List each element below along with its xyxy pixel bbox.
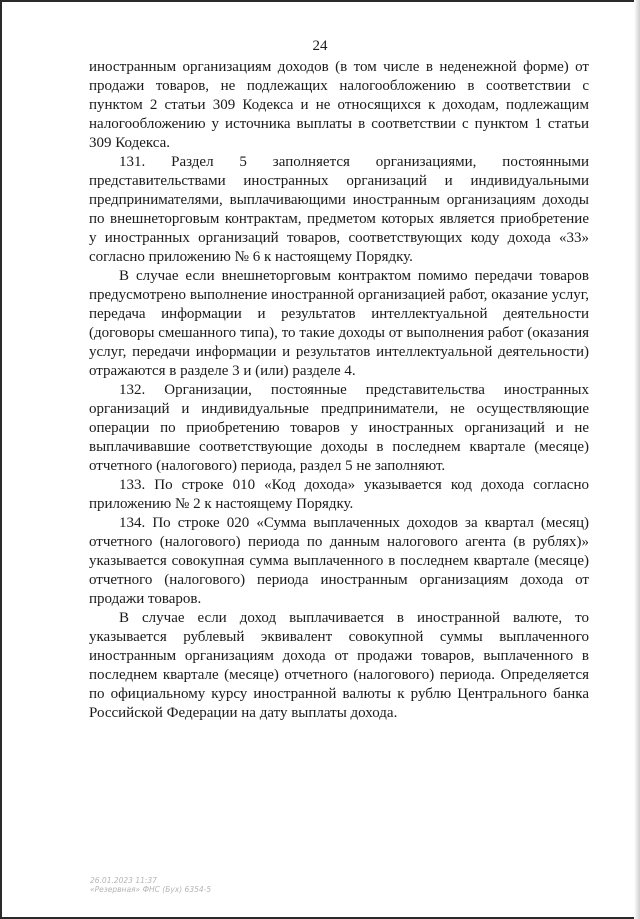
paragraph-131: 131. Раздел 5 заполняется организациями, постоянными представительствами иностранных организаций и индивидуальными предпринимателями, выплачивающими иностранным организациям доходы по внешнеторговым контрактам, предметом которых является приобретение у иностранных организаций товаров, соответствующих коду дохода «33» согласно приложению № 6 к настоящему Порядку. xyxy=(89,154,589,265)
footer-stamp-date: 26.01.2023 11:37 xyxy=(90,876,157,885)
document-body xyxy=(89,58,589,723)
paragraph-continuation: иностранным организациям доходов (в том числе в неденежной форме) от продажи товаров, не подлежащих налогообложению в соответствии с пунктом 2 статьи 309 Кодекса и не относящихся к доходам, подлежащим налогообложению у источника выплаты в соответствии с пунктом 1 статьи 309 Кодекса. xyxy=(89,59,589,151)
paragraph-134: 134. По строке 020 «Сумма выплаченных доходов за квартал (месяц) отчетного (налогового) периода по данным налогового агента (в рублях)» указывается совокупная сумма выплаченного в последнем квартале (месяце) отчетного (налогового) периода иностранным организациям дохода от продажи товаров. xyxy=(89,515,589,607)
paragraph-131-mixed-contracts: В случае если внешнеторговым контрактом помимо передачи товаров предусмотрено выполнение иностранной организацией работ, оказание услуг, передача информации и результатов интеллектуальной деятельности (договоры смешанного типа), то такие доходы от выполнения работ (оказания услуг, передачи информации и результатов интеллектуальной деятельности) отражаются в разделе 3 и (или) разделе 4. xyxy=(89,268,589,379)
footer-stamp-registry: «Резервная» ФНС (Бух) 6354-5 xyxy=(90,885,212,894)
paragraph-132: 132. Организации, постоянные представительства иностранных организаций и индивидуальные предприниматели, не осуществляющие операции по приобретению товаров у иностранных организаций и не выплачивавшие соответствующие доходы в последнем квартале (месяце) отчетного (налогового) периода, раздел 5 не заполняют. xyxy=(89,382,589,474)
paragraph-134-foreign-currency: В случае если доход выплачивается в иностранной валюте, то указывается рублевый эквивалент совокупной суммы выплаченного иностранным организациям дохода от продажи товаров, выплаченного в последнем квартале (месяце) отчетного (налогового) периода. Определяется по официальному курсу иностранной валюты к рублю Центрального банка Российской Федерации на дату выплаты дохода. xyxy=(89,610,589,721)
scan-edge-shadow xyxy=(634,0,640,919)
paragraph-133: 133. По строке 010 «Код дохода» указывается код дохода согласно приложению № 2 к настоящему Порядку. xyxy=(89,477,589,512)
page-number: 24 xyxy=(312,38,328,54)
footer-stamp xyxy=(90,876,211,894)
